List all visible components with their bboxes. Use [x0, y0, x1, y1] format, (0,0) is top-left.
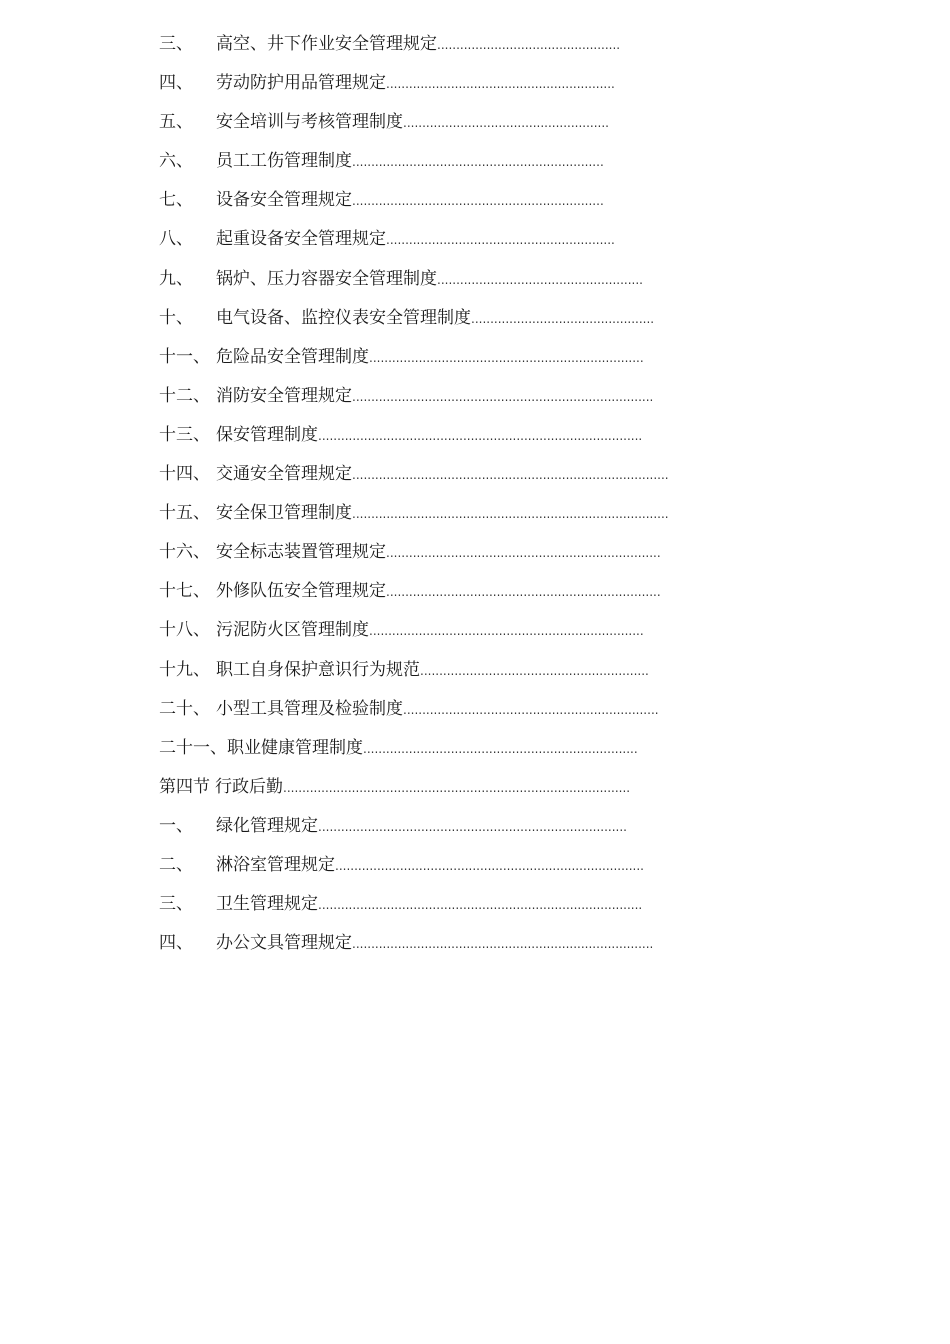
toc-entry-number: 十一、 [159, 346, 210, 367]
toc-entry-title: 高空、井下作业安全管理规定 [216, 34, 437, 54]
toc-leader-dots: ................................................................... [403, 702, 659, 717]
toc-entry-title: 污泥防火区管理制度 [216, 620, 369, 641]
toc-leader-dots: ................................................................................... [352, 507, 669, 522]
toc-entry-title: 设备安全管理规定 [216, 190, 352, 211]
toc-entry-title: 办公文具管理规定 [216, 933, 352, 954]
toc-entry-title: 淋浴室管理规定 [216, 854, 335, 875]
toc-leader-dots: .................................................................. [352, 194, 604, 209]
table-of-contents [159, 30, 759, 968]
toc-leader-dots: ........................................................................ [369, 624, 644, 639]
toc-entry-number: 十七、 [159, 581, 210, 602]
toc-leader-dots: ............................................................ [386, 233, 615, 248]
toc-leader-dots: ........................................................................ [369, 350, 644, 365]
toc-entry[interactable] [159, 890, 759, 929]
toc-entry-title: 职业健康管理制度 [227, 737, 363, 758]
toc-leader-dots: ................................................ [437, 38, 621, 52]
toc-entry-title: 卫生管理规定 [216, 894, 318, 915]
toc-entry[interactable] [159, 421, 759, 460]
toc-entry[interactable] [159, 147, 759, 186]
toc-entry[interactable] [159, 538, 759, 577]
toc-entry[interactable] [159, 265, 759, 304]
toc-entry[interactable] [159, 343, 759, 382]
toc-entry-number: 二十、 [159, 698, 210, 719]
toc-entry[interactable] [159, 69, 759, 108]
toc-entry[interactable] [159, 304, 759, 343]
toc-entry-title: 员工工伤管理制度 [216, 151, 352, 172]
toc-leader-dots: ............................................................ [420, 663, 649, 678]
toc-entry-title: 职工自身保护意识行为规范 [216, 659, 420, 680]
toc-entry[interactable] [159, 695, 759, 734]
toc-entry-title: 安全标志装置管理规定 [216, 542, 386, 563]
toc-leader-dots: ................................................................................. [318, 819, 627, 834]
toc-entry-title: 起重设备安全管理规定 [216, 229, 386, 250]
toc-entry-number: 七、 [159, 190, 193, 211]
toc-entry-number: 十六、 [159, 542, 210, 563]
toc-leader-dots: ..................................................................................... [318, 898, 643, 913]
toc-entry-title: 电气设备、监控仪表安全管理制度 [216, 307, 471, 328]
toc-entry-title: 保安管理制度 [216, 424, 318, 445]
toc-entry-number: 十二、 [159, 385, 210, 406]
toc-entry-title: 危险品安全管理制度 [216, 346, 369, 367]
toc-entry[interactable] [159, 30, 759, 69]
toc-entry[interactable] [159, 773, 759, 812]
toc-leader-dots: ........................................................................ [363, 741, 638, 756]
toc-entry[interactable] [159, 851, 759, 890]
toc-entry[interactable] [159, 225, 759, 264]
toc-leader-dots: ...................................................... [403, 116, 609, 131]
toc-leader-dots: ................................................................................. [335, 858, 644, 873]
toc-entry-number: 二十一、 [159, 737, 227, 758]
toc-entry-title: 交通安全管理规定 [216, 464, 352, 485]
toc-entry-title: 消防安全管理规定 [216, 385, 352, 406]
toc-entry-number: 十五、 [159, 503, 210, 524]
toc-entry-number: 八、 [159, 229, 193, 250]
toc-leader-dots: ................................................................................... [352, 468, 669, 483]
toc-entry-title: 绿化管理规定 [216, 815, 318, 836]
toc-entry-title: 小型工具管理及检验制度 [216, 698, 403, 719]
toc-entry-number: 三、 [159, 894, 193, 915]
toc-entry-number: 十三、 [159, 424, 210, 445]
toc-entry-number: 五、 [159, 112, 193, 133]
toc-leader-dots: ........................................................................................... [283, 780, 631, 795]
toc-entry-number: 十九、 [159, 659, 210, 680]
toc-entry-title: 锅炉、压力容器安全管理制度 [216, 268, 437, 289]
toc-leader-dots: ............................................................ [386, 77, 615, 92]
toc-leader-dots: ............................................................................... [352, 389, 654, 404]
toc-leader-dots: ........................................................................ [386, 585, 661, 600]
toc-entry-number: 三、 [159, 34, 193, 54]
toc-entry-title: 行政后勤 [215, 776, 283, 797]
toc-entry[interactable] [159, 186, 759, 225]
toc-entry-number: 十八、 [159, 620, 210, 641]
toc-entry-number: 十四、 [159, 464, 210, 485]
toc-entry[interactable] [159, 812, 759, 851]
toc-entry-number: 二、 [159, 854, 193, 875]
toc-entry-title: 劳动防护用品管理规定 [216, 73, 386, 94]
toc-entry-number: 四、 [159, 73, 193, 94]
toc-entry-number: 第四节 [159, 776, 210, 797]
toc-leader-dots: ..................................................................................... [318, 428, 643, 443]
toc-leader-dots: ........................................................................ [386, 546, 661, 561]
toc-entry[interactable] [159, 499, 759, 538]
toc-entry[interactable] [159, 382, 759, 421]
toc-entry[interactable] [159, 108, 759, 147]
toc-entry-title: 安全保卫管理制度 [216, 503, 352, 524]
toc-entry-title: 安全培训与考核管理制度 [216, 112, 403, 133]
toc-entry-number: 九、 [159, 268, 193, 289]
toc-leader-dots: ...................................................... [437, 272, 643, 287]
toc-entry-number: 十、 [159, 307, 193, 328]
toc-entry-number: 四、 [159, 933, 193, 954]
toc-entry[interactable] [159, 734, 759, 773]
toc-entry[interactable] [159, 616, 759, 655]
toc-leader-dots: ............................................................................... [352, 937, 654, 952]
toc-entry-title: 外修队伍安全管理规定 [216, 581, 386, 602]
toc-entry[interactable] [159, 577, 759, 616]
toc-entry[interactable] [159, 656, 759, 695]
toc-leader-dots: ................................................ [471, 311, 655, 326]
toc-entry[interactable] [159, 929, 759, 968]
toc-entry[interactable] [159, 460, 759, 499]
toc-entry-number: 六、 [159, 151, 193, 172]
toc-entry-number: 一、 [159, 815, 193, 836]
toc-leader-dots: .................................................................. [352, 155, 604, 170]
